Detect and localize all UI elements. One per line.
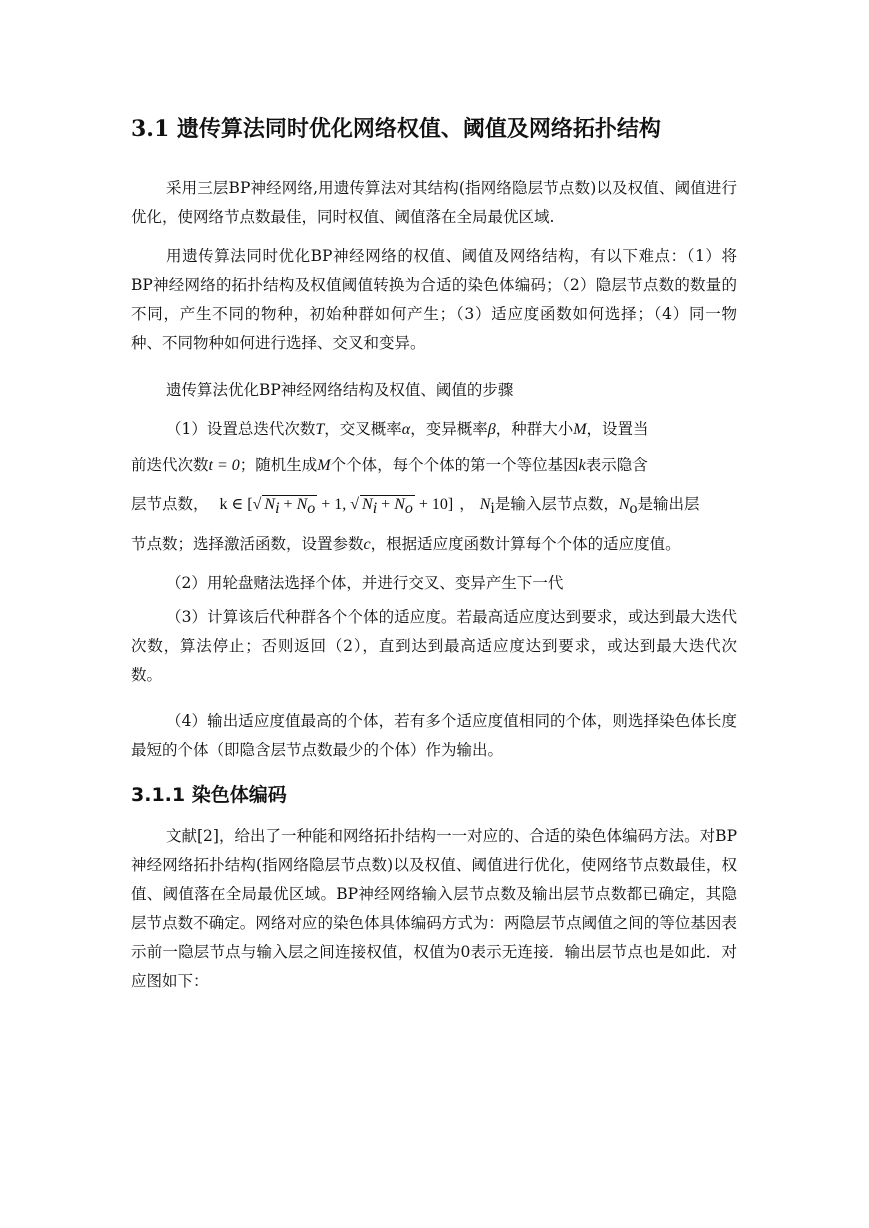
step-3-paragraph: （3）计算该后代种群各个个体的适应度。若最高适应度达到要求，或达到最大迭代次数，算法停止；否则返回（2），直到达到最高适应度达到要求，或达到最大迭代次数。 — [131, 608, 737, 684]
formula-sqrt-term — [262, 495, 317, 518]
formula-part: + 10] — [414, 496, 454, 513]
step-2-paragraph: （2）用轮盘赌法选择个体，并进行交叉、变异产生下一代 — [166, 574, 564, 592]
step1-text: 前迭代次数 — [131, 456, 209, 474]
sqrt-icon: √ — [252, 496, 262, 513]
var-Ni: N — [479, 496, 491, 513]
step1-text: 是输出层 — [637, 495, 700, 513]
formula-part: + 1, — [317, 496, 351, 513]
step1-text: 表示隐含 — [585, 456, 648, 474]
steps-heading-paragraph: 遗传算法优化BP神经网络结构及权值、阈值的步骤 — [166, 381, 514, 399]
step1-text: ，交叉概率 — [324, 420, 402, 438]
var-beta: β — [487, 421, 496, 438]
var-alpha: α — [401, 421, 411, 438]
step1-text: ；随机生成 — [239, 456, 318, 474]
sqrt-icon: √ — [350, 496, 360, 513]
var-No-sub: o — [629, 500, 638, 518]
formula-part: o — [404, 500, 413, 518]
formula-part: k ∈ [ — [219, 496, 253, 513]
formula-part: N — [394, 496, 405, 513]
step1-text: 层节点数， — [131, 495, 209, 513]
step1-text: 是输入层节点数， — [494, 495, 619, 513]
step1-text: ，设置当 — [586, 420, 649, 438]
formula-part: i — [275, 500, 280, 518]
formula-part: N — [264, 496, 276, 513]
formula-part: + — [377, 496, 395, 513]
step1-text: ， — [459, 495, 475, 513]
encoding-paragraph: 文献[2]，给出了一种能和网络拓扑结构一一对应的、合适的染色体编码方法。对BP神经网络拓扑结构(指网络隐层节点数)以及权值、阈值进行优化，使网络节点数最佳，权值、阈值落在全局最优区域。BP神经网络输入层节点数及输出层节点数都已确定，其隐层节点数不确定。网络对应的染色体具体编码方式为：两隐层节点阈值之间的等位基因表示前一隐层节点与输入层之间连接权值，权值为0表示无连接．输出层节点也是如此．对应图如下： — [131, 827, 737, 990]
difficulty-paragraph: 用遗传算法同时优化BP神经网络的权值、阈值及网络结构，有以下难点：（1）将BP神经网络的拓扑结构及权值阈值转换为合适的染色体编码；（2）隐层节点数的数量的不同，产生不同的物种，初始种群如何产生；（3）适应度函数如何选择；（4）同一物种、不同物种如何进行选择、交叉和变异。 — [131, 247, 737, 352]
formula-sqrt-term — [360, 495, 415, 518]
step1-text: ，变异概率 — [410, 420, 488, 438]
var-k: k — [578, 457, 586, 474]
formula-part: N — [296, 496, 308, 513]
var-M: M — [573, 421, 587, 438]
step1-text: ，根据适应度函数计算每个个体的适应度值。 — [370, 535, 681, 554]
step-4-paragraph: （4）输出适应度值最高的个体，若有多个适应度值相同的个体，则选择染色体长度最短的个体（即隐含层节点数最少的个体）作为输出。 — [131, 712, 737, 759]
section-title: 3.1 遗传算法同时优化网络权值、阈值及网络拓扑结构 — [131, 116, 661, 142]
var-c: c — [363, 536, 371, 554]
step-1-paragraph — [131, 415, 737, 559]
subsection-title: 3.1.1 染色体编码 — [131, 784, 287, 806]
var-t-equals-0: t = 0 — [208, 457, 240, 474]
hidden-node-range-formula — [219, 490, 453, 519]
formula-part: i — [372, 500, 378, 518]
step1-text: 个个体，每个个体的第一个等位基因 — [330, 456, 579, 474]
var-M: M — [317, 457, 331, 474]
var-T: T — [315, 421, 325, 438]
var-No: N — [618, 496, 630, 513]
formula-part: o — [307, 500, 316, 518]
formula-part: + — [279, 496, 297, 513]
var-Ni-sub: i — [490, 500, 495, 518]
intro-paragraph: 采用三层BP神经网络,用遗传算法对其结构(指网络隐层节点数)以及权值、阈值进行优化，使网络节点数最佳，同时权值、阈值落在全局最优区域. — [131, 179, 737, 226]
formula-part: N — [362, 496, 373, 513]
step1-text: 节点数；选择激活函数，设置参数 — [131, 535, 364, 554]
step1-text: （1）设置总迭代次数 — [166, 420, 316, 438]
step1-text: ，种群大小 — [495, 420, 574, 438]
